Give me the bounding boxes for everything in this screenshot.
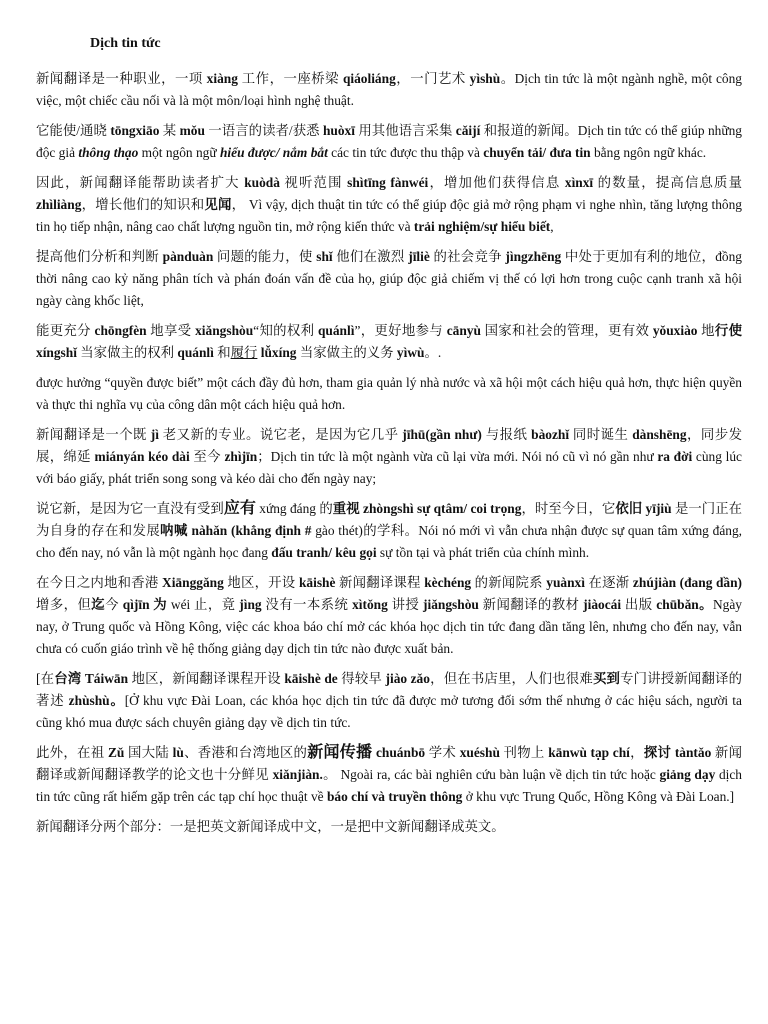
text-run: “知的权利: [253, 323, 318, 338]
text-run: 地区，新闻翻译课程开设: [128, 671, 285, 686]
text-run: trải nghiệm/sự hiểu biết: [413, 219, 551, 234]
text-run: 和报道的新闻。Dịch tin tức có thể giúp những độc giả: [36, 123, 742, 160]
text-run: 买到: [592, 671, 621, 686]
text-run: xìnxī: [564, 175, 594, 190]
text-run: 台湾 Táiwān: [54, 671, 129, 686]
text-run: ở khu vực Trung Quốc, Hồng Kông và Đài Loan.]: [462, 789, 735, 804]
text-run: ，: [629, 745, 644, 760]
text-run: 视听范围: [279, 175, 348, 190]
text-run: lù: [172, 745, 184, 760]
text-run: 地: [697, 323, 715, 338]
text-run: 重视: [332, 501, 360, 516]
text-run: 在今日之内地和香港: [36, 575, 163, 590]
text-run: ，增加他们获得信息: [428, 175, 565, 190]
text-run: 说它新，是因为它一直没有受到: [36, 501, 224, 516]
text-run: ，但在书店里，人们也很难: [429, 671, 593, 686]
text-run: ，一门艺术: [395, 71, 470, 86]
text-run: 此外，在祖: [36, 745, 108, 760]
text-run: 在逐渐: [584, 575, 633, 590]
text-run: gào thét)的学科。Nói nó mới vì vẫn chưa nhận được sự quan tâm xứng đáng, cho đến nay, nó vẫn là một ngành học đang: [36, 523, 743, 560]
text-run: 应有: [223, 500, 256, 517]
text-run: 中处于更加有利的地位，đồng thời nâng cao kỷ năng phân tích và phán đoán vấn đề của họ, giúp độc giả chiếm vị thế có lợi hơn trong cuộc cạnh tranh xã hội ngày càng khốc liệt,: [36, 249, 742, 308]
text-run: 和: [213, 345, 231, 360]
paragraph-8: [36, 498, 742, 564]
text-run: huòxī: [322, 123, 355, 138]
text-run: 因此，新闻翻译能帮助读者扩大: [36, 175, 245, 190]
text-run: xuéshù: [459, 745, 500, 760]
text-run: zhújiàn (đang dần): [632, 575, 743, 590]
text-run: ra đời: [657, 449, 693, 464]
paragraph-10: [36, 668, 742, 734]
text-run: 提高他们分析和判断: [36, 249, 163, 264]
text-run: 至今: [189, 449, 225, 464]
text-run: 一语言的读者/获悉: [204, 123, 323, 138]
text-run: quánlì: [317, 323, 355, 338]
text-run: tōngxiāo: [110, 123, 160, 138]
text-run: xứng đáng 的: [255, 501, 333, 516]
paragraph-2: [36, 120, 742, 164]
text-run: jiàocái: [583, 597, 622, 612]
text-run: [Ở khu vực Đài Loan, các khóa học dịch tin tức đã được mở tương đối sớm thế nhưng ở các hiệu sách, người ta cũng khó mua được sách chuyên giảng dạy về dịch tin tức.: [36, 693, 742, 730]
text-run: jīhū(gần như): [402, 427, 482, 442]
document-title: Dịch tin tức: [90, 36, 161, 51]
text-run: đấu tranh/ kêu gọi: [271, 545, 377, 560]
text-run: quánlì: [177, 345, 214, 360]
text-run: shǐ: [316, 249, 333, 264]
text-run: jìngzhēng: [505, 249, 562, 264]
paragraph-11: [36, 742, 742, 808]
text-run: wéi 止，竟: [167, 597, 240, 612]
text-run: qìjīn 为: [122, 597, 168, 612]
text-run: các tin tức được thu thập và: [327, 145, 484, 160]
text-run: cānyù: [446, 323, 481, 338]
text-run: xiǎngshòu: [195, 323, 254, 338]
text-run: ”，更好地参与: [354, 323, 447, 338]
text-run: kānwù tạp chí: [548, 745, 630, 760]
text-run: 新闻翻译的教材: [478, 597, 584, 612]
paragraph-1: [36, 68, 742, 112]
text-run: 履行: [230, 345, 258, 360]
text-run: 的社会竞争: [429, 249, 506, 264]
text-run: 依旧 yījiù: [615, 501, 672, 516]
text-run: xiàng: [206, 71, 238, 86]
text-run: 新闻翻译是一种职业，一项: [36, 71, 207, 86]
text-run: shìtīng fànwéi: [347, 175, 429, 190]
text-run: chōngfèn: [94, 323, 147, 338]
text-run: cǎijí: [455, 123, 481, 138]
text-run: 呐喊: [160, 523, 188, 538]
text-run: 与报纸: [481, 427, 532, 442]
text-run: ，增长他们的知识和: [81, 197, 205, 212]
text-run: 刊物上: [499, 745, 549, 760]
text-run: yìwù: [396, 345, 425, 360]
text-run: 的数量，提高信息质量: [593, 175, 742, 190]
text-run: 得较早: [337, 671, 386, 686]
text-run: kuòdà: [244, 175, 280, 190]
text-run: qiáoliáng: [342, 71, 396, 86]
text-run: kèchéng: [424, 575, 472, 590]
text-run: 是一门正在为自身的存在和发展: [36, 501, 743, 538]
text-run: pànduàn: [162, 249, 214, 264]
paragraph-5: [36, 320, 742, 364]
text-run: 探讨 tàntǎo: [643, 745, 712, 760]
paragraph-12: [36, 816, 742, 838]
text-run: 当家做主的义务: [296, 345, 397, 360]
text-run: chūbǎn。: [656, 597, 713, 612]
text-run: 行使: [714, 323, 742, 338]
text-run: chuyển tải/ đưa tin: [483, 145, 591, 160]
text-run: 没有一本系统: [261, 597, 353, 612]
text-run: 讲授: [387, 597, 424, 612]
text-run: xìtǒng: [352, 597, 388, 612]
text-run: 新闻翻译分两个部分：一是把英文新闻译成中文，一是把中文新闻翻译成英文。: [36, 819, 505, 834]
text-run: 用其他语言采集: [354, 123, 456, 138]
text-run: kāishè de: [284, 671, 338, 686]
text-run: jiǎngshòu: [423, 597, 479, 612]
text-run: 。 Ngoài ra, các bài nghiên cứu bàn luận về dịch tin tức hoặc: [322, 767, 660, 782]
text-run: 今: [105, 597, 123, 612]
text-run: 同时诞生: [569, 427, 633, 442]
text-run: 。Dịch tin tức là một ngành nghề, một công việc, một chiếc cầu nối và là một môn/loại hình nghệ thuật.: [36, 71, 742, 108]
text-run: zhùshù。: [68, 693, 125, 708]
text-run: kāishè: [298, 575, 336, 590]
text-run: 国大陆: [124, 745, 173, 760]
text-run: 新闻传播: [307, 744, 373, 761]
text-run: 见闻: [204, 197, 232, 212]
text-run: báo chí và truyền thông: [326, 789, 463, 804]
text-run: 、香港和台湾地区的: [183, 745, 308, 760]
text-run: được hưởng “quyền được biết” một cách đầy đủ hơn, tham gia quản lý nhà nước và xã hội một cách hiệu quả hơn, thực hiện quyền và thực thi nghĩa vụ của công dân một cách hiệu quả hơn.: [36, 375, 742, 412]
text-run: miányán kéo dài: [94, 449, 190, 464]
text-run: hiểu được/ nắm bắt: [219, 145, 328, 160]
text-run: 地区，开设: [223, 575, 299, 590]
text-run: 学术: [425, 745, 460, 760]
text-run: 当家做主的权利: [76, 345, 178, 360]
text-run: 工作，一座桥梁: [237, 71, 343, 86]
text-run: 国家和社会的管理，更有效: [480, 323, 653, 338]
text-run: jìng: [239, 597, 262, 612]
text-run: yìshù: [469, 71, 501, 86]
text-run: ；Dịch tin tức là một ngành vừa cũ lại vừa mới. Nói nó cũ vì nó gần như: [257, 449, 658, 464]
text-run: zhìjīn: [224, 449, 258, 464]
text-run: lǚxíng: [260, 345, 297, 360]
text-run: xiǎnjiàn.: [272, 767, 323, 782]
text-run: Zǔ: [108, 745, 125, 760]
text-run: 地享受: [146, 323, 196, 338]
text-run: 某: [159, 123, 180, 138]
text-run: 他们在激烈: [332, 249, 409, 264]
text-run: thông thạo: [78, 145, 139, 160]
text-run: một ngôn ngữ: [138, 145, 220, 160]
text-run: giảng dạy: [659, 767, 716, 782]
document-body: [36, 68, 742, 838]
paragraph-9: [36, 572, 742, 660]
paragraph-7: [36, 424, 742, 490]
text-run: 迄: [91, 597, 106, 612]
text-run: dànshēng: [632, 427, 687, 442]
text-run: ， Vì vậy, dịch thuật tin tức có thể giúp độc giả mở rộng phạm vi nghe nhìn, tăng lượng thông tin họ tiếp nhận, nâng cao chất lượng nguồn tin, mở rộng kiến thức và: [36, 197, 743, 234]
paragraph-6: [36, 372, 742, 416]
text-run: 。.: [424, 345, 442, 360]
text-run: cùng lúc với báo giấy, phát triển song song và kéo dài cho đến ngày nay;: [36, 449, 742, 486]
text-run: 问题的能力，使: [213, 249, 317, 264]
text-run: jīliè: [408, 249, 430, 264]
text-run: jiào zǎo: [385, 671, 430, 686]
text-run: 专门讲授新闻翻译的著述: [36, 671, 743, 708]
text-run: ，时至今日，它: [521, 501, 616, 516]
text-run: 出版: [621, 597, 657, 612]
text-run: yuànxì: [546, 575, 585, 590]
paragraph-4: [36, 246, 742, 312]
text-run: [在: [36, 671, 55, 686]
text-run: sự tồn tại và phát triển của chính mình.: [376, 545, 590, 560]
text-run: Xiānggǎng: [162, 575, 224, 590]
text-run: zhòngshì sự qtâm/ coi trọng: [363, 501, 522, 516]
text-run: jì: [150, 427, 159, 442]
text-run: 新闻翻译或新闻翻译教学的论文也十分鲜见: [36, 745, 742, 782]
text-run: zhìliàng: [36, 197, 82, 212]
text-run: 新闻翻译是一个既: [36, 427, 151, 442]
text-run: 的新闻院系: [471, 575, 547, 590]
text-run: 增多，但: [36, 597, 92, 612]
text-run: nàhǎn (khẳng định #: [191, 523, 312, 538]
text-run: 老又新的专业。说它老，是因为它几乎: [158, 427, 403, 442]
text-run: chuánbō: [375, 745, 426, 760]
paragraph-3: [36, 172, 742, 238]
text-run: bằng ngôn ngữ khác.: [590, 145, 707, 160]
text-run: ,: [550, 219, 554, 234]
text-run: ，同步发展，绵延: [36, 427, 743, 464]
text-run: xíngshǐ: [36, 345, 77, 360]
text-run: dịch tin tức cũng rất hiếm gặp trên các tạp chí học thuật về: [36, 767, 742, 804]
text-run: mǒu: [179, 123, 205, 138]
text-run: 能更充分: [36, 323, 95, 338]
text-run: yǒuxiào: [652, 323, 698, 338]
text-run: Ngày nay, ở Trung quốc và Hồng Kông, việc các khoa báo chí mở các khóa học dịch tin tức đang dần tăng lên, nhưng cho đến nay, vẫn chưa có cuốn giáo trình về hệ thống giảng dạy dịch tin tức nào được xuất bản.: [36, 597, 742, 656]
text-run: 它能使/通晓: [36, 123, 111, 138]
text-run: bàozhǐ: [531, 427, 570, 442]
text-run: 新闻翻译课程: [335, 575, 425, 590]
